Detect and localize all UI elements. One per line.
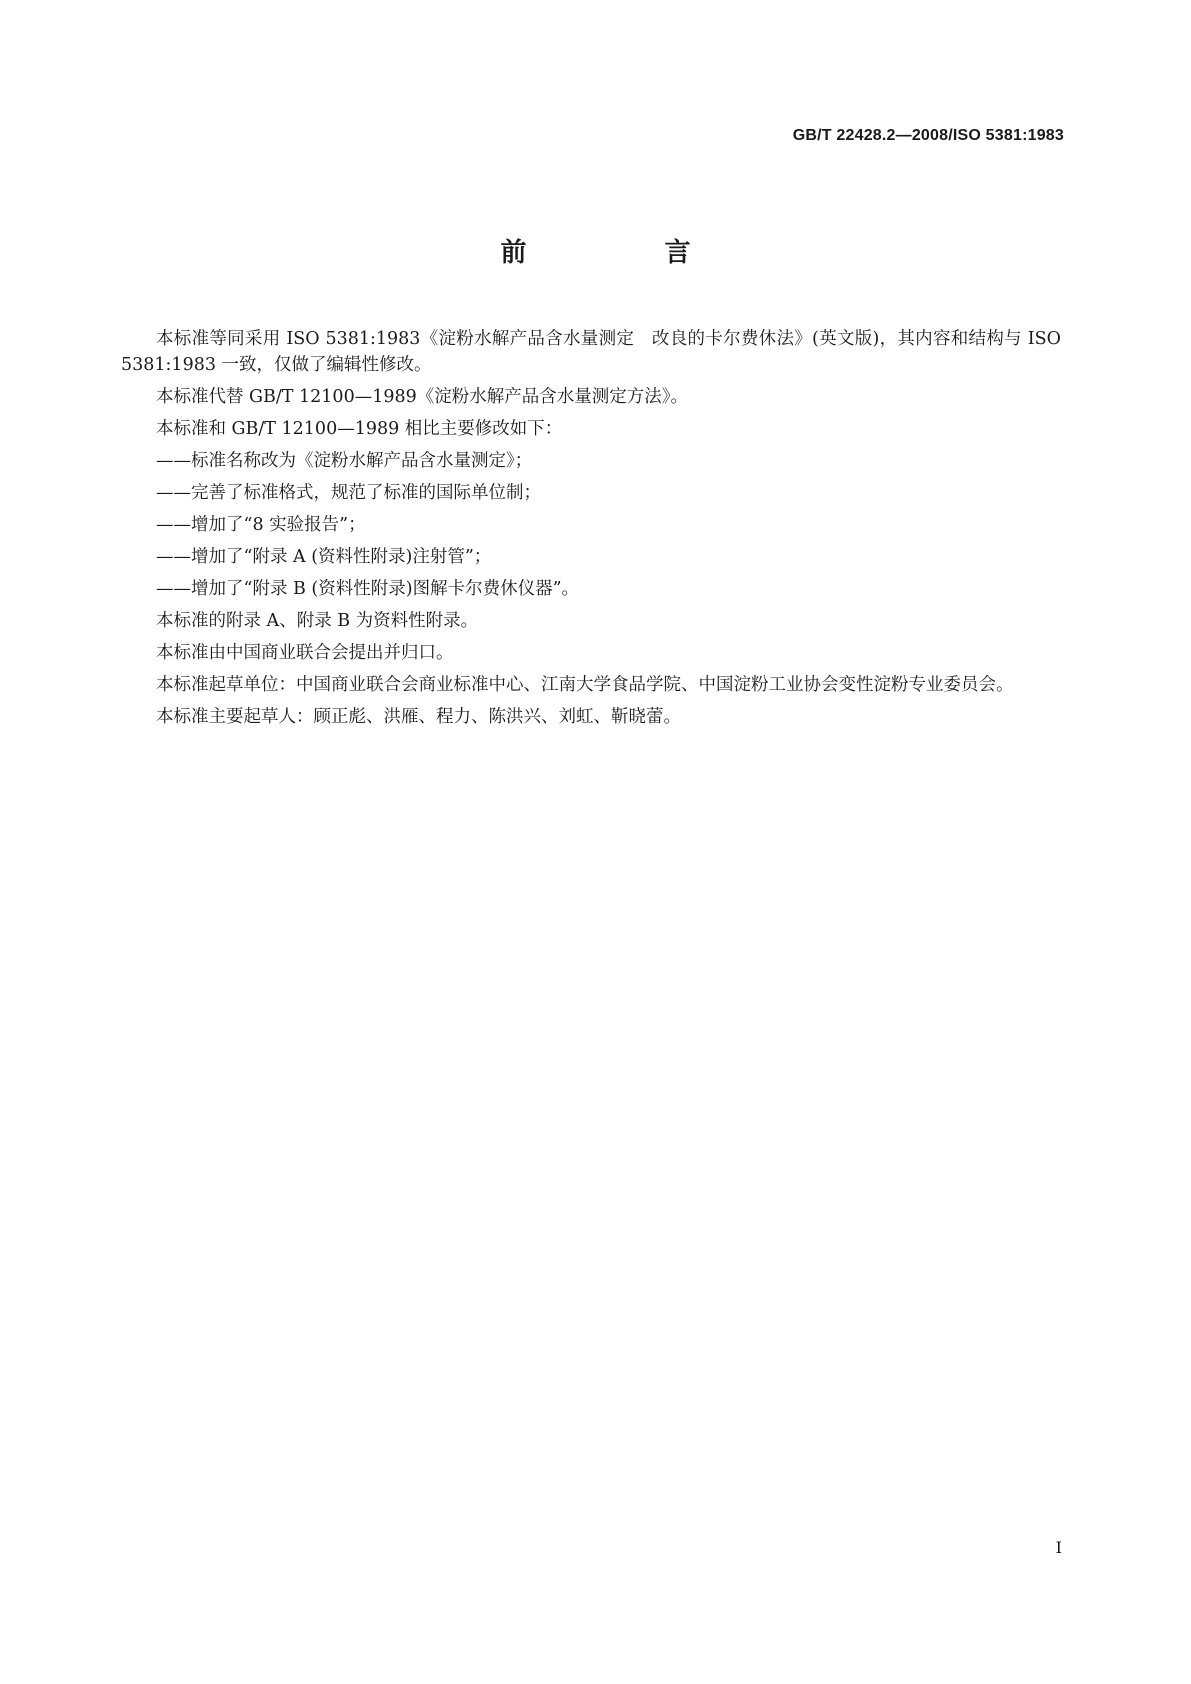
change-item: ——增加了“附录 B (资料性附录)图解卡尔费休仪器”。 [156, 579, 580, 599]
change-item: ——增加了“8 实验报告”； [156, 515, 366, 535]
paragraph-adoption: 本标准等同采用 ISO 5381:1983《淀粉水解产品含水量测定 改良的卡尔费休法》(英文版)，其内容和结构与 ISO 5381:1983 一致，仅做了编辑性修改。 [121, 329, 1061, 375]
paragraph-drafting-units: 本标准起草单位：中国商业联合会商业标准中心、江南大学食品学院、中国淀粉工业协会变性淀粉专业委员会。 [156, 675, 1014, 695]
paragraph-replaces: 本标准代替 GB/T 12100—1989《淀粉水解产品含水量测定方法》。 [156, 387, 688, 407]
paragraph-proposer: 本标准由中国商业联合会提出并归口。 [156, 643, 454, 663]
foreword-body [121, 326, 1061, 736]
standard-code-header: GB/T 22428.2—2008/ISO 5381:1983 [792, 127, 1064, 144]
paragraph-annexes: 本标准的附录 A、附录 B 为资料性附录。 [156, 611, 479, 631]
page-number: I [1055, 1538, 1062, 1557]
page-title: 前 言 [500, 238, 747, 268]
paragraph-changes-intro: 本标准和 GB/T 12100—1989 相比主要修改如下： [156, 419, 563, 439]
change-item: ——完善了标准格式，规范了标准的国际单位制； [156, 483, 541, 503]
change-item: ——增加了“附录 A (资料性附录)注射管”； [156, 547, 492, 567]
change-item: ——标准名称改为《淀粉水解产品含水量测定》； [156, 451, 533, 471]
paragraph-drafters: 本标准主要起草人：顾正彪、洪雁、程力、陈洪兴、刘虹、靳晓蕾。 [156, 707, 681, 727]
